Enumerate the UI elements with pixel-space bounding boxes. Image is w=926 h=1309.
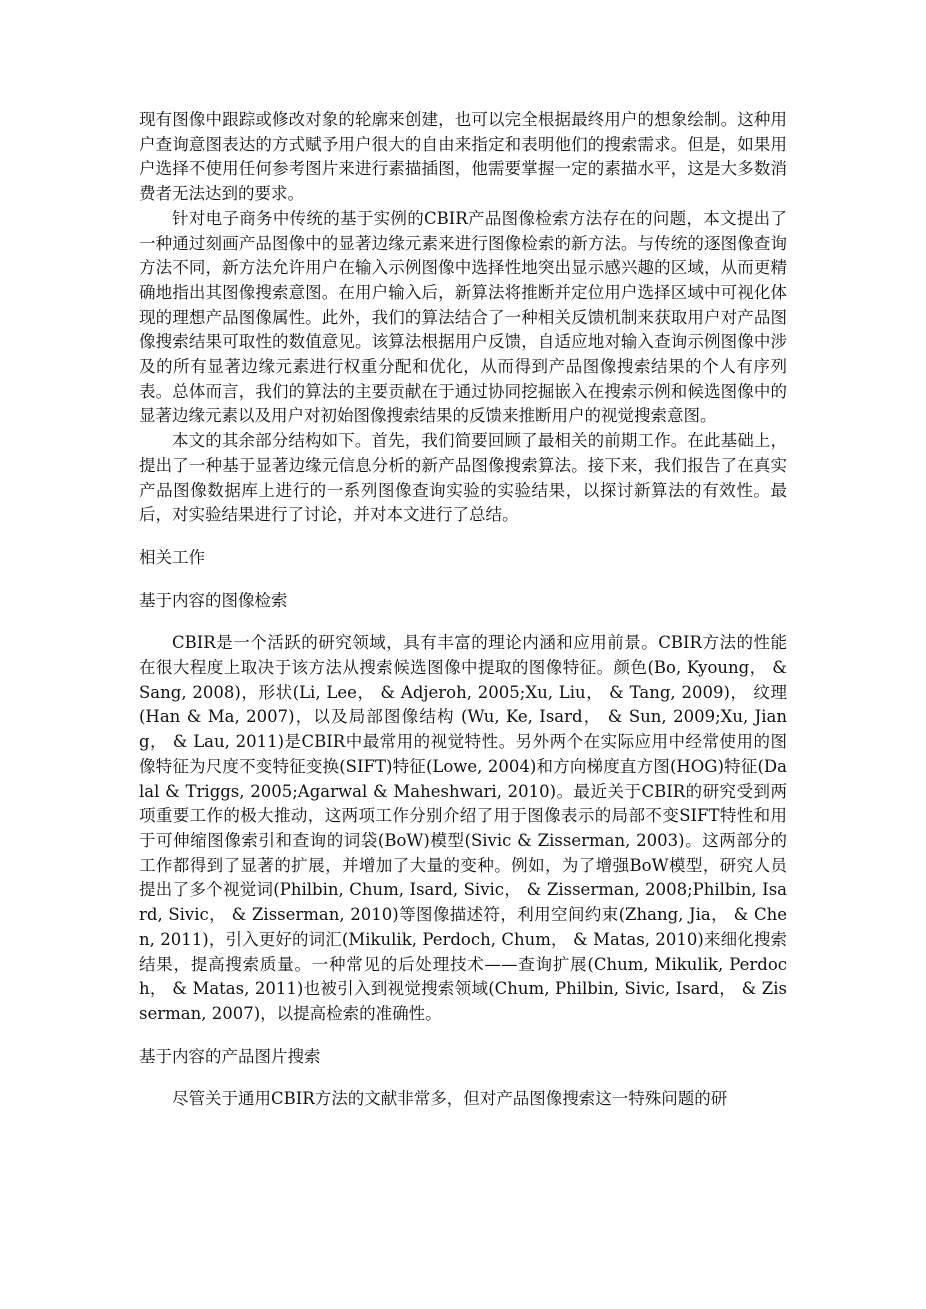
spacer: [139, 571, 787, 589]
section-heading-related-work: 相关工作: [139, 547, 205, 567]
spacer: [139, 1027, 787, 1045]
paragraph-continued: 现有图像中跟踪或修改对象的轮廓来创建，也可以完全根据最终用户的想象绘制。这种用户查询意图表达的方式赋予用户很大的自由来指定和表明他们的搜索需求。但是，如果用户选择不使用任何参考图片来进行素描插图，他需要掌握一定的素描水平，这是大多数消费者无法达到的要求。: [139, 110, 787, 204]
paragraph-structure: 本文的其余部分结构如下。首先，我们简要回顾了最相关的前期工作。在此基础上，提出了一种基于显著边缘元信息分析的新产品图像搜索算法。接下来，我们报告了在真实产品图像数据库上进行的一系列图像查询实验的实验结果，以探讨新算法的有效性。最后，对实验结果进行了讨论，并对本文进行了总结。: [139, 431, 787, 525]
paragraph-proposed-method: 针对电子商务中传统的基于实例的CBIR产品图像检索方法存在的问题，本文提出了一种通过刻画产品图像中的显著边缘元素来进行图像检索的新方法。与传统的逐图像查询方法不同，新方法允许用户在输入示例图像中选择性地突出显示感兴趣的区域，从而更精确地指出其图像搜索意图。在用户输入后，新算法将推断并定位用户选择区域中可视化体现的理想产品图像属性。此外，我们的算法结合了一种相关反馈机制来获取用户对产品图像搜索结果可取性的数值意见。该算法根据用户反馈，自适应地对输入查询示例图像中涉及的所有显著边缘元素进行权重分配和优化，从而得到产品图像搜索结果的个人有序列表。总体而言，我们的算法的主要贡献在于通过协同挖掘嵌入在搜索示例和候选图像中的显著边缘元素以及用户对初始图像搜索结果的反馈来推断用户的视觉搜索意图。: [139, 208, 787, 426]
spacer: [139, 613, 787, 631]
paragraph-product-search: 尽管关于通用CBIR方法的文献非常多，但对产品图像搜索这一特殊问题的研: [172, 1089, 728, 1109]
spacer: [139, 1069, 787, 1087]
paragraph-cbir: CBIR是一个活跃的研究领域，具有丰富的理论内涵和应用前景。CBIR方法的性能在很大程度上取决于该方法从搜索候选图像中提取的图像特征。颜色(Bo, Kyoung， & Sang, 2008)，形状(Li, Lee， & Adjeroh, 2005;Xu, Liu， & Tang, 2009)， 纹理(Han & Ma, 2007)，以及局部图像结构 (Wu, Ke, Isard， & Sun, 2009;Xu, Jiang， & Lau, 2011)是CBIR中最常用的视觉特性。另外两个在实际应用中经常使用的图像特征为尺度不变特征变换(SIFT)特征(Lowe, 2004)和方向梯度直方图(HOG)特征(Dalal & Triggs, 2005;Agarwal & Maheshwari, 2010)。最近关于CBIR的研究受到两项重要工作的极大推动，这两项工作分别介绍了用于图像表示的局部不变SIFT特性和用于可伸缩图像索引和查询的词袋(BoW)模型(Sivic & Zisserman, 2003)。这两部分的工作都得到了显著的扩展，并增加了大量的变种。例如，为了增强BoW模型，研究人员提出了多个视觉词(Philbin, Chum, Isard, Sivic， & Zisserman, 2008;Philbin, Isard, Sivic， & Zisserman, 2010)等图像描述符，利用空间约束(Zhang, Jia， & Chen, 2011)，引入更好的词汇(Mikulik, Perdoch, Chum， & Matas, 2010)来细化搜索结果，提高搜索质量。一种常见的后处理技术——查询扩展(Chum, Mikulik, Perdoch， & Matas, 2011)也被引入到视觉搜索领域(Chum, Philbin, Sivic, Isard， & Zisserman, 2007)，以提高检索的准确性。: [139, 633, 787, 1023]
subsection-heading-cbir: 基于内容的图像检索: [139, 590, 288, 610]
document-page: [139, 108, 787, 1112]
subsection-heading-product-search: 基于内容的产品图片搜索: [139, 1046, 321, 1066]
spacer: [139, 528, 787, 546]
